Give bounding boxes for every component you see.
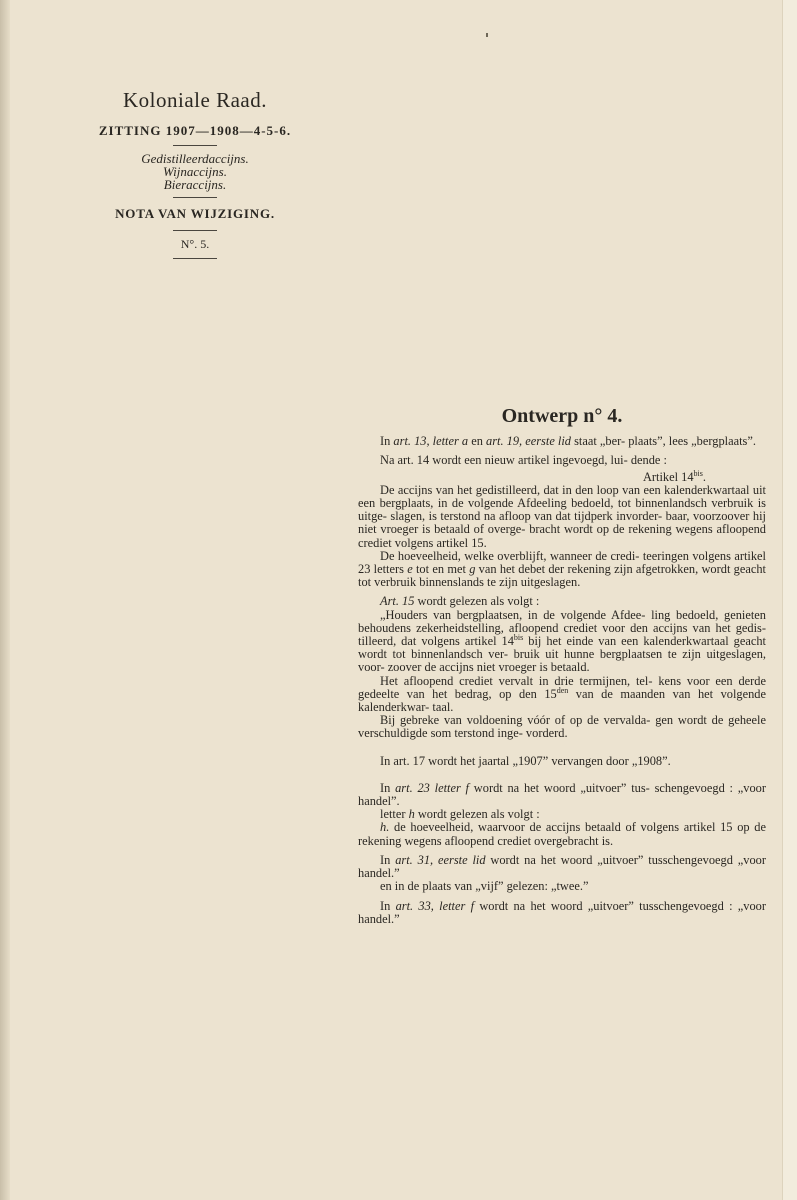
text: wordt na het woord „uitvoer” tus- schengevoegd : „voor handel”. <box>358 780 766 809</box>
council-title: Koloniale Raad. <box>123 88 267 112</box>
subject-item: Wijnaccijns. <box>163 164 227 179</box>
paragraph <box>358 609 766 675</box>
text: wordt na het woord „uitvoer” tusschengevoegd „voor handel.” <box>358 852 766 881</box>
text: h <box>408 807 415 822</box>
text: „Houders van bergplaatsen, in de volgende Afdee- ling bedoeld, genieten behoudens zekerheidstelling, afloopend crediet voor den accijns van het gedis- tilleerd, dat volgens artikel 14 <box>358 607 766 649</box>
text: De hoeveelheid, welke overblijft, wanneer de credi- teeringen volgens artikel 23 letters <box>358 548 766 577</box>
text: bis <box>693 468 703 478</box>
paragraph: In art. 17 wordt het jaartal „1907” vervangen door „1908”. <box>380 753 671 768</box>
paragraph <box>358 821 766 847</box>
paragraph: Na art. 14 wordt een nieuw artikel ingevoegd, lui- dende : <box>380 453 667 468</box>
session-line: ZITTING 1907—1908—4-5-6. <box>98 123 292 138</box>
main-text <box>358 405 766 926</box>
text: van de maanden van het volgende kalenderkwar- taal. <box>358 686 766 715</box>
speck <box>486 33 488 37</box>
text: Artikel 14 <box>642 469 694 484</box>
paragraph <box>358 900 766 926</box>
article-heading <box>358 468 766 484</box>
text: van het debet der rekening zijn afgetrokken, wordt geacht tot verbruik binnenslands te zijn uitgeslagen. <box>358 562 766 590</box>
divider <box>173 230 217 231</box>
text: In <box>380 898 396 913</box>
paragraph <box>358 782 766 808</box>
text: art. 19, eerste lid <box>486 434 572 449</box>
text: In <box>380 780 396 795</box>
divider <box>173 197 217 198</box>
subject-list <box>70 152 320 191</box>
text: e <box>407 562 413 577</box>
page-right-edge <box>782 0 797 1200</box>
paragraph: Bij gebreke van voldoening vóór of op de vervalda- gen wordt de geheele verschuldigde som terstond inge- vorderd. <box>358 713 766 741</box>
text: wordt gelezen als volgt : <box>414 807 540 822</box>
text: bis <box>513 632 524 642</box>
divider <box>173 145 217 146</box>
text: In <box>380 434 394 449</box>
paragraph <box>358 854 766 880</box>
paragraph <box>358 675 766 715</box>
paragraph: en in de plaats van „vijf” gelezen: „twee.” <box>380 879 589 894</box>
divider <box>173 258 217 259</box>
text: . <box>702 469 706 484</box>
text: de hoeveelheid, waarvoor de accijns betaald of volgens artikel 15 op de rekening wegens afloopend crediet overgebracht is. <box>358 820 766 848</box>
text: wordt na het woord „uitvoer” tusschengevoegd : „voor handel.” <box>358 898 766 926</box>
nota-title: NOTA VAN WIJZIGING. <box>115 206 275 221</box>
text: tot en met <box>412 562 470 577</box>
text: In <box>380 852 396 867</box>
text: bij het einde van een kalenderkwartaal geacht wordt tot binnenlandsch ver- bruik uit hunne bergplaatsen te zijn uitgeslagen, voor- zoover de accijns niet vroeger is betaald. <box>358 634 766 675</box>
paragraph <box>358 435 766 448</box>
subject-item: Bieraccijns. <box>163 177 227 192</box>
page-left-edge <box>0 0 10 1200</box>
text: wordt gelezen als volgt : <box>414 594 540 609</box>
text: letter <box>380 807 409 822</box>
paragraph: De accijns van het gedistilleerd, dat in den loop van een kalenderkwartaal uit een bergplaats, in de volgende Afdeeling bedoeld, tot binnenlandsch verbruik is uitge- slagen, is terstond na afloop van dat tijdperk invorder- baar, voorzoover hij niet vroeger is betaald of overge- bracht wordt op de rekening wegens afloopend crediet volgens artikel 15. <box>358 482 766 550</box>
text: Het afloopend crediet vervalt in drie termijnen, tel- kens voor een derde gedeelte van het bedrag, op den 15 <box>358 673 766 701</box>
text: art. 33, letter f <box>395 898 475 913</box>
text: h. <box>380 820 390 835</box>
text: staat „ber- plaats”, lees „bergplaats”. <box>571 434 756 449</box>
subject-item: Gedistilleerdaccijns. <box>141 151 249 166</box>
text: art. 13, letter a <box>393 434 469 449</box>
text: en <box>468 434 486 449</box>
text: art. 31, eerste lid <box>395 852 486 867</box>
document-number: N°. 5. <box>180 237 210 251</box>
text: Art. 15 <box>380 594 415 609</box>
text: g <box>469 562 476 577</box>
text: den <box>556 685 569 695</box>
section-title: Ontwerp n° 4. <box>501 405 623 427</box>
text: art. 23 letter f <box>395 780 470 795</box>
paragraph <box>358 550 766 590</box>
header-block <box>70 88 320 265</box>
